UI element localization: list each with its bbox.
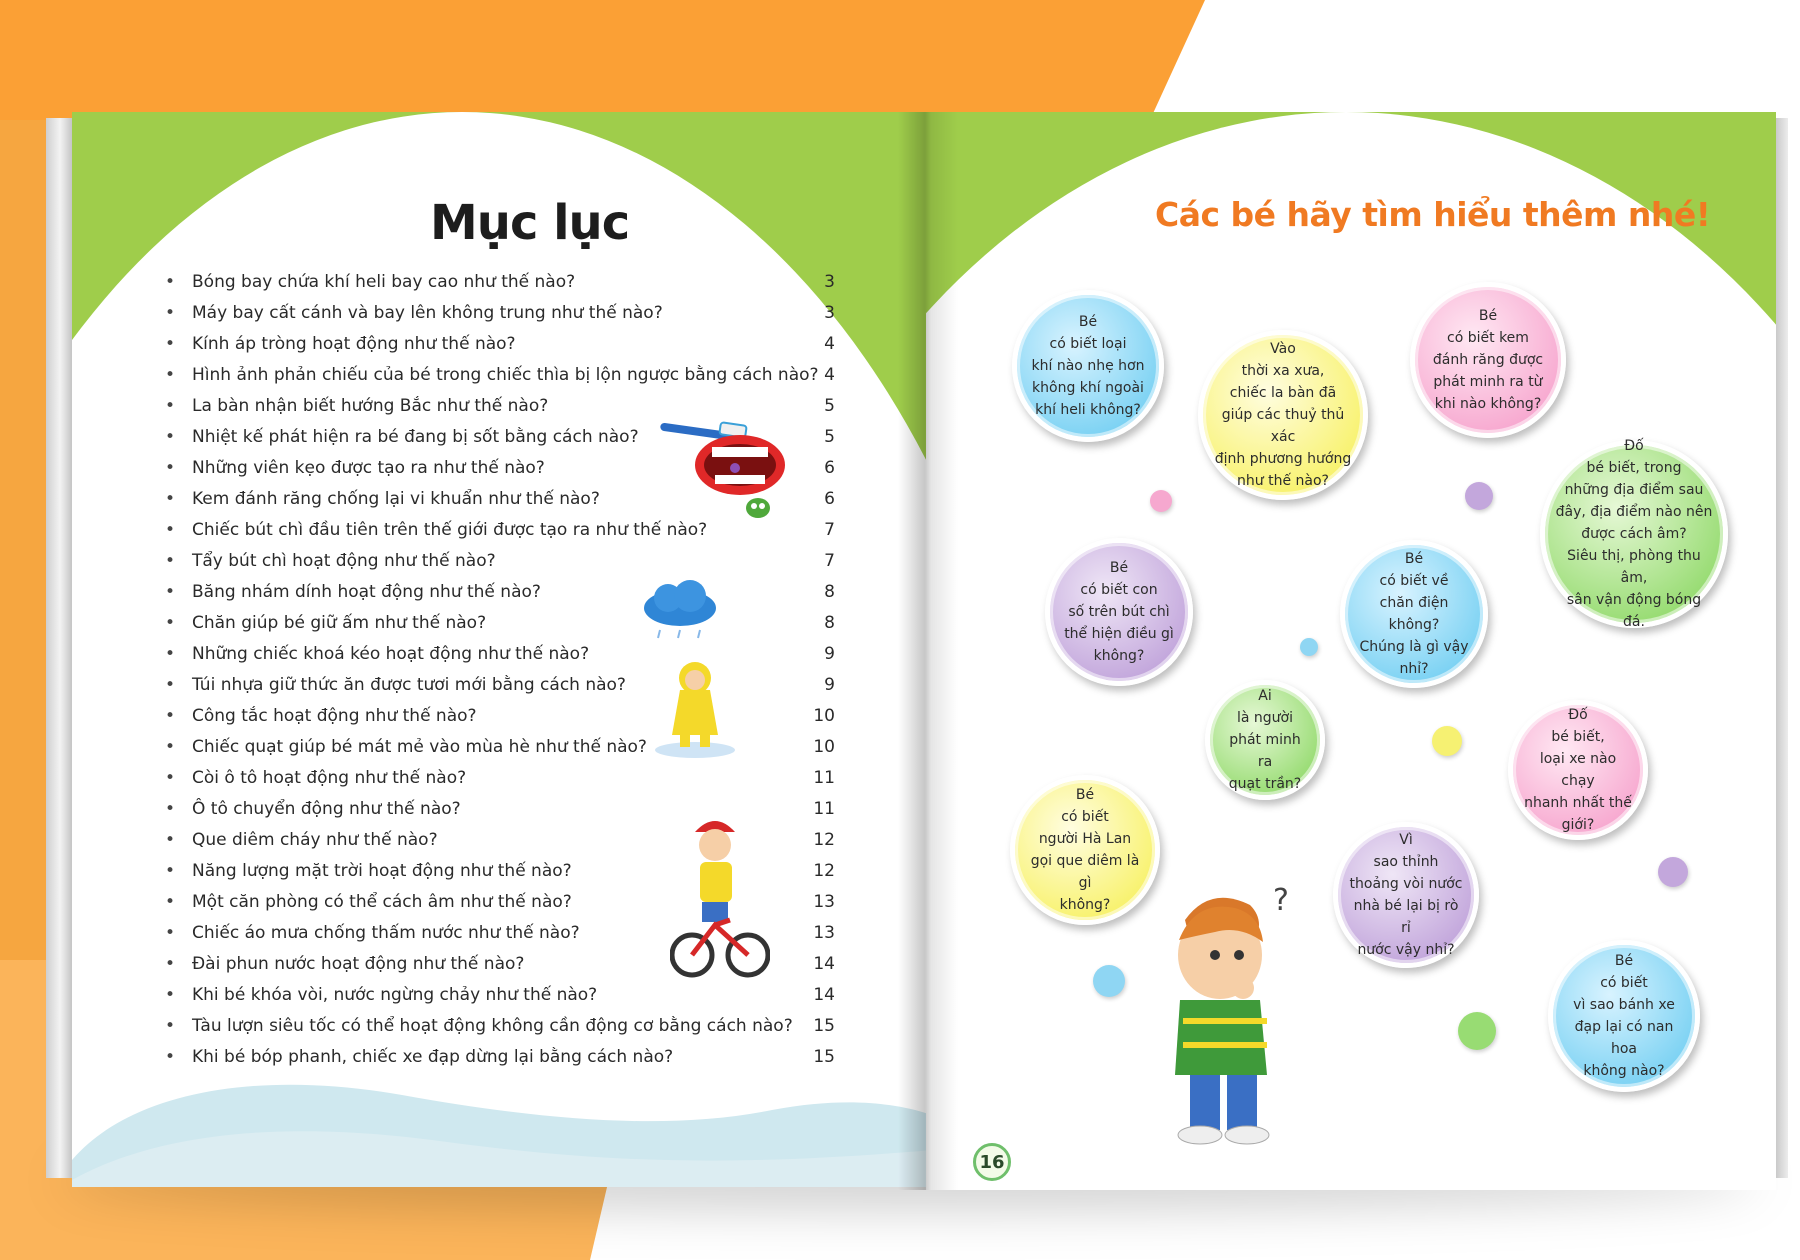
question-line: định phương hướng — [1214, 451, 1352, 467]
toc-item — [165, 675, 845, 706]
question-line: giúp các thuỷ thủ xác — [1221, 407, 1345, 445]
toothbrush-mouth-illustration — [660, 420, 790, 530]
toc-item — [165, 644, 845, 675]
bullet-icon: • — [165, 334, 176, 354]
question-line: là người — [1236, 710, 1293, 726]
toc-item-page: 12 — [813, 830, 835, 850]
question-line: có biết kem — [1447, 330, 1529, 346]
decor-dot-blue — [1300, 638, 1318, 656]
toc-title: Mục lục — [430, 195, 630, 251]
question-line: đạp lại có nan hoa — [1574, 1019, 1674, 1057]
question-line: không nào? — [1583, 1063, 1665, 1079]
toc-item — [165, 551, 845, 582]
toc-item-title: Chiếc áo mưa chống thấm nước như thế nào? — [192, 923, 580, 943]
question-text — [1345, 548, 1483, 680]
bullet-icon: • — [165, 303, 176, 323]
bullet-icon: • — [165, 892, 176, 912]
question-line: có biết — [1061, 809, 1109, 825]
toc-item-page: 7 — [824, 551, 835, 571]
toc-item-page: 11 — [813, 768, 835, 788]
toc-item-page: 13 — [813, 923, 835, 943]
toc-item-page: 3 — [824, 303, 835, 323]
toc-item-title: Khi bé bóp phanh, chiếc xe đạp dừng lại bằng cách nào? — [192, 1047, 674, 1067]
toc-item-page: 13 — [813, 892, 835, 912]
toc-item — [165, 737, 845, 768]
question-line: Đố — [1624, 438, 1644, 454]
toc-item-page: 5 — [824, 427, 835, 447]
question-line: như thế nào? — [1237, 473, 1329, 489]
decor-dot-green — [1458, 1012, 1496, 1050]
toc-item-page: 4 — [824, 334, 835, 354]
toc-item-title: Băng nhám dính hoạt động như thế nào? — [192, 582, 541, 602]
toc-item-page: 9 — [824, 644, 835, 664]
bullet-icon: • — [165, 427, 176, 447]
toc-item-title: Một căn phòng có thể cách âm như thế nào? — [192, 892, 572, 912]
toc-item-page: 8 — [824, 613, 835, 633]
question-text — [1423, 305, 1553, 415]
question-line: sao thỉnh — [1373, 854, 1439, 870]
question-line: Chúng là gì vậy — [1359, 639, 1469, 655]
question-line: khí heli không? — [1035, 402, 1141, 418]
toc-item-page: 9 — [824, 675, 835, 695]
toc-item — [165, 1016, 845, 1047]
bullet-icon: • — [165, 799, 176, 819]
question-bubble — [1045, 538, 1193, 686]
question-bubble — [1548, 940, 1700, 1092]
right-page-edge — [1774, 118, 1788, 1178]
question-line: nhà bé lại bị rò rỉ — [1353, 898, 1459, 936]
question-bubble — [1012, 290, 1164, 442]
toc-item-title: Còi ô tô hoạt động như thế nào? — [192, 768, 467, 788]
question-line: nhanh nhất thế — [1524, 795, 1632, 811]
toc-item-page: 7 — [824, 520, 835, 540]
toc-item-page: 5 — [824, 396, 835, 416]
toc-item — [165, 706, 845, 737]
toc-item — [165, 985, 845, 1016]
bullet-icon: • — [165, 675, 176, 695]
toc-item-page: 10 — [813, 706, 835, 726]
toc-item-page: 6 — [824, 489, 835, 509]
bullet-icon: • — [165, 272, 176, 292]
question-line: không khí ngoài — [1032, 380, 1144, 396]
question-text — [1022, 311, 1155, 421]
toc-item-page: 4 — [824, 365, 835, 385]
decor-dot-purple — [1465, 482, 1493, 510]
rain-cloud-illustration — [640, 580, 720, 640]
question-line: Bé — [1614, 953, 1634, 969]
toc-item-page: 3 — [824, 272, 835, 292]
toc-item — [165, 303, 845, 334]
question-bubble — [1198, 330, 1368, 500]
question-line: khi nào không? — [1434, 396, 1542, 412]
toc-item-title: Chiếc bút chì đầu tiên trên thế giới được tạo ra như thế nào? — [192, 520, 708, 540]
left-page-edge — [46, 118, 74, 1178]
question-bubble — [1333, 822, 1479, 968]
toc-item-page: 6 — [824, 458, 835, 478]
question-bubble — [1508, 700, 1648, 840]
right-page-title: Các bé hãy tìm hiểu thêm nhé! — [1155, 195, 1711, 234]
question-line: bé biết, trong — [1586, 460, 1682, 476]
question-line: nhỉ? — [1399, 661, 1429, 677]
bullet-icon: • — [165, 396, 176, 416]
question-line: Bé — [1109, 560, 1129, 576]
question-line: vì sao bánh xe — [1573, 997, 1675, 1013]
question-line: thể hiện điều gì — [1064, 626, 1174, 642]
question-bubble — [1205, 680, 1325, 800]
toc-item — [165, 768, 845, 799]
question-line: những địa điểm sau — [1564, 482, 1704, 498]
question-bubble — [1540, 440, 1728, 628]
question-line: có biết về — [1379, 573, 1449, 589]
toc-item-title: Những viên kẹo được tạo ra như thế nào? — [192, 458, 545, 478]
toc-item-page: 14 — [813, 985, 835, 1005]
question-line: Bé — [1078, 314, 1098, 330]
toc-item-title: Tẩy bút chì hoạt động như thế nào? — [192, 551, 496, 571]
thinking-boy-illustration — [1155, 870, 1305, 1150]
bullet-icon: • — [165, 954, 176, 974]
question-bubble — [1340, 540, 1488, 688]
question-line: có biết — [1600, 975, 1648, 991]
svg-text:?: ? — [1273, 883, 1289, 918]
toc-item-page: 15 — [813, 1016, 835, 1036]
toc-item-title: Khi bé khóa vòi, nước ngừng chảy như thế nào? — [192, 985, 598, 1005]
question-bubble — [1410, 282, 1566, 438]
toc-item-title: La bàn nhận biết hướng Bắc như thế nào? — [192, 396, 549, 416]
book-spine-shadow — [898, 112, 958, 1190]
question-text — [1210, 685, 1320, 795]
bullet-icon: • — [165, 520, 176, 540]
question-line: quạt trần? — [1228, 776, 1302, 792]
question-text — [1338, 829, 1474, 961]
toc-item-page: 8 — [824, 582, 835, 602]
question-line: gọi que diêm là gì — [1030, 853, 1140, 891]
bullet-icon: • — [165, 551, 176, 571]
bullet-icon: • — [165, 768, 176, 788]
toc-item-page: 14 — [813, 954, 835, 974]
question-line: chiếc la bàn đã — [1229, 385, 1337, 401]
question-line: Bé — [1404, 551, 1424, 567]
toc-item-page: 11 — [813, 799, 835, 819]
toc-item-title: Chăn giúp bé giữ ấm như thế nào? — [192, 613, 487, 633]
toc-item — [165, 272, 845, 303]
toc-item-title: Túi nhựa giữ thức ăn được tươi mới bằng cách nào? — [192, 675, 626, 695]
bullet-icon: • — [165, 923, 176, 943]
question-line: đánh răng được — [1432, 352, 1544, 368]
question-line: chăn điện không? — [1379, 595, 1449, 633]
question-line: thoảng vòi nước — [1349, 876, 1463, 892]
decor-dot-purple — [1658, 857, 1688, 887]
decor-dot-yellow — [1432, 726, 1462, 756]
question-line: đây, địa điểm nào nên — [1555, 504, 1713, 520]
bullet-icon: • — [165, 985, 176, 1005]
question-text — [1513, 704, 1643, 836]
bullet-icon: • — [165, 1047, 176, 1067]
cyclist-child-illustration — [670, 810, 770, 980]
decor-dot-blue — [1093, 965, 1125, 997]
question-line: Vì — [1399, 832, 1413, 848]
question-text — [1545, 435, 1723, 633]
toc-item — [165, 613, 845, 644]
bullet-icon: • — [165, 582, 176, 602]
question-line: Vào — [1270, 341, 1296, 357]
bullet-icon: • — [165, 458, 176, 478]
question-text — [1203, 338, 1363, 492]
question-line: được cách âm? — [1581, 526, 1687, 542]
toc-item-title: Hình ảnh phản chiếu của bé trong chiếc thìa bị lộn ngược bằng cách nào? — [192, 365, 819, 385]
question-bubble — [1010, 775, 1160, 925]
toc-item-title: Năng lượng mặt trời hoạt động như thế nào? — [192, 861, 572, 881]
toc-item-title: Đài phun nước hoạt động như thế nào? — [192, 954, 525, 974]
question-line: sân vận động bóng — [1566, 592, 1702, 608]
toc-item-title: Công tắc hoạt động như thế nào? — [192, 706, 477, 726]
question-line: Bé — [1478, 308, 1498, 324]
left-page-bottom-wave — [72, 1070, 928, 1187]
question-line: Đố — [1568, 707, 1588, 723]
raincoat-child-illustration — [650, 650, 740, 760]
bullet-icon: • — [165, 613, 176, 633]
toc-item-title: Kem đánh răng chống lại vi khuẩn như thế nào? — [192, 489, 600, 509]
question-line: bé biết, — [1551, 729, 1605, 745]
bullet-icon: • — [165, 830, 176, 850]
toc-item-title: Máy bay cất cánh và bay lên không trung như thế nào? — [192, 303, 663, 323]
toc-item-title: Những chiếc khoá kéo hoạt động như thế nào? — [192, 644, 590, 664]
bullet-icon: • — [165, 489, 176, 509]
question-line: không? — [1093, 648, 1145, 664]
question-text — [1054, 557, 1184, 667]
toc-item — [165, 334, 845, 365]
toc-item — [165, 1047, 845, 1078]
toc-item-title: Bóng bay chứa khí heli bay cao như thế nào? — [192, 272, 576, 292]
question-line: khí nào nhẹ hơn — [1031, 358, 1145, 374]
question-line: số trên bút chì — [1068, 604, 1170, 620]
question-line: có biết con — [1080, 582, 1158, 598]
question-line: phát minh ra — [1229, 732, 1301, 770]
toc-item-page: 15 — [813, 1047, 835, 1067]
question-line: phát minh ra từ — [1433, 374, 1543, 390]
question-line: Siêu thị, phòng thu âm, — [1567, 548, 1701, 586]
question-line: nước vậy nhỉ? — [1357, 942, 1455, 958]
toc-item-title: Nhiệt kế phát hiện ra bé đang bị sốt bằng cách nào? — [192, 427, 639, 447]
question-line: giới? — [1561, 817, 1595, 833]
toc-item-title: Que diêm cháy như thế nào? — [192, 830, 438, 850]
question-line: Ai — [1258, 688, 1272, 704]
page-number: 16 — [973, 1143, 1011, 1181]
toc-item-title: Tàu lượn siêu tốc có thể hoạt động không cần động cơ bằng cách nào? — [192, 1016, 793, 1036]
question-line: có biết loại — [1049, 336, 1127, 352]
question-line: đá. — [1623, 614, 1645, 630]
toc-item-page: 12 — [813, 861, 835, 881]
toc-item — [165, 582, 845, 613]
question-line: người Hà Lan — [1038, 831, 1132, 847]
decor-dot-pink — [1150, 490, 1172, 512]
bullet-icon: • — [165, 737, 176, 757]
toc-item-title: Chiếc quạt giúp bé mát mẻ vào mùa hè như thế nào? — [192, 737, 647, 757]
toc-item-page: 10 — [813, 737, 835, 757]
bullet-icon: • — [165, 644, 176, 664]
bullet-icon: • — [165, 706, 176, 726]
bullet-icon: • — [165, 861, 176, 881]
question-line: không? — [1059, 897, 1111, 913]
question-line: Bé — [1075, 787, 1095, 803]
toc-item-title: Ô tô chuyển động như thế nào? — [192, 799, 461, 819]
toc-item — [165, 365, 845, 396]
bullet-icon: • — [165, 365, 176, 385]
bullet-icon: • — [165, 1016, 176, 1036]
question-line: loại xe nào chạy — [1539, 751, 1617, 789]
toc-item-title: Kính áp tròng hoạt động như thế nào? — [192, 334, 516, 354]
question-text — [1553, 950, 1695, 1082]
question-line: thời xa xưa, — [1241, 363, 1325, 379]
question-text — [1015, 784, 1155, 916]
